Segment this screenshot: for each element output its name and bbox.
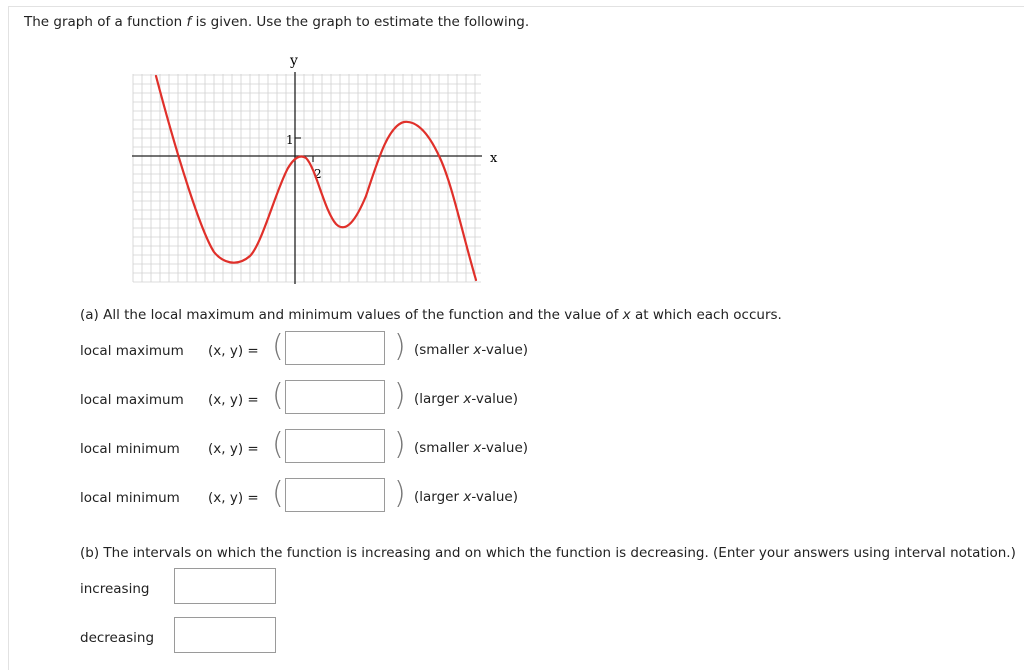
- row-3-xy: (x, y) =: [208, 441, 259, 457]
- row-4-note: [414, 489, 518, 505]
- part-b-prompt: (b) The intervals on which the function is increasing and on which the function is decreasing. (Enter your answers using interval notation.): [80, 545, 1016, 561]
- row-4-label: local minimum: [80, 490, 180, 506]
- increasing-input[interactable]: [174, 568, 276, 604]
- row-1-note-start: (smaller: [414, 342, 474, 358]
- left-border: [8, 6, 9, 670]
- row-3-note-x: x: [473, 440, 482, 456]
- row-3-note-start: (smaller: [414, 440, 474, 456]
- row-4-close-paren: ): [394, 476, 406, 511]
- y-axis-label: y: [290, 53, 298, 69]
- row-1-note-end: -value): [481, 342, 529, 358]
- local-min-larger-input[interactable]: [285, 478, 385, 512]
- intro-function-symbol: f: [186, 14, 192, 30]
- row-2-label: local maximum: [80, 392, 184, 408]
- row-2-xy: (x, y) =: [208, 392, 259, 408]
- row-2-note: [414, 391, 518, 407]
- row-2-note-end: -value): [471, 391, 518, 407]
- row-4-note-x: x: [463, 489, 472, 505]
- y-tick-label: 1: [286, 133, 294, 147]
- x-axis-label: x: [490, 151, 498, 166]
- row-4-xy: (x, y) =: [208, 490, 259, 506]
- part-a-text-start: (a) All the local maximum and minimum values of the function and the value of: [80, 307, 623, 323]
- top-border: [8, 6, 1024, 7]
- row-3-note: [414, 440, 528, 456]
- intro-text-start: The graph of a function: [24, 14, 187, 30]
- row-3-close-paren: ): [394, 427, 406, 462]
- decreasing-label: decreasing: [80, 630, 155, 646]
- row-2-open-paren: (: [272, 378, 284, 413]
- row-1-note-x: x: [473, 342, 482, 358]
- part-a-x-symbol: x: [622, 307, 631, 323]
- row-1-note: [414, 342, 528, 358]
- row-3-label: local minimum: [80, 441, 180, 457]
- increasing-label: increasing: [80, 581, 150, 597]
- row-3-note-end: -value): [481, 440, 529, 456]
- function-curve: [156, 76, 476, 280]
- row-3-open-paren: (: [272, 427, 284, 462]
- row-1-open-paren: (: [272, 329, 284, 364]
- row-1-xy: (x, y) =: [208, 343, 259, 359]
- x-tick-label: 2: [314, 167, 322, 181]
- row-1-label: local maximum: [80, 343, 184, 359]
- row-4-note-start: (larger: [414, 489, 464, 505]
- part-a-text-end: at which each occurs.: [630, 307, 782, 323]
- row-2-note-start: (larger: [414, 391, 464, 407]
- row-2-close-paren: ): [394, 378, 406, 413]
- intro-text-end: is given. Use the graph to estimate the following.: [191, 14, 530, 30]
- function-graph: [120, 48, 510, 288]
- local-max-smaller-input[interactable]: [285, 331, 385, 365]
- row-2-note-x: x: [463, 391, 472, 407]
- row-4-open-paren: (: [272, 476, 284, 511]
- local-min-smaller-input[interactable]: [285, 429, 385, 463]
- row-4-note-end: -value): [471, 489, 518, 505]
- decreasing-input[interactable]: [174, 617, 276, 653]
- part-a-prompt: [80, 307, 782, 323]
- row-1-close-paren: ): [394, 329, 406, 364]
- question-intro: [24, 14, 529, 30]
- local-max-larger-input[interactable]: [285, 380, 385, 414]
